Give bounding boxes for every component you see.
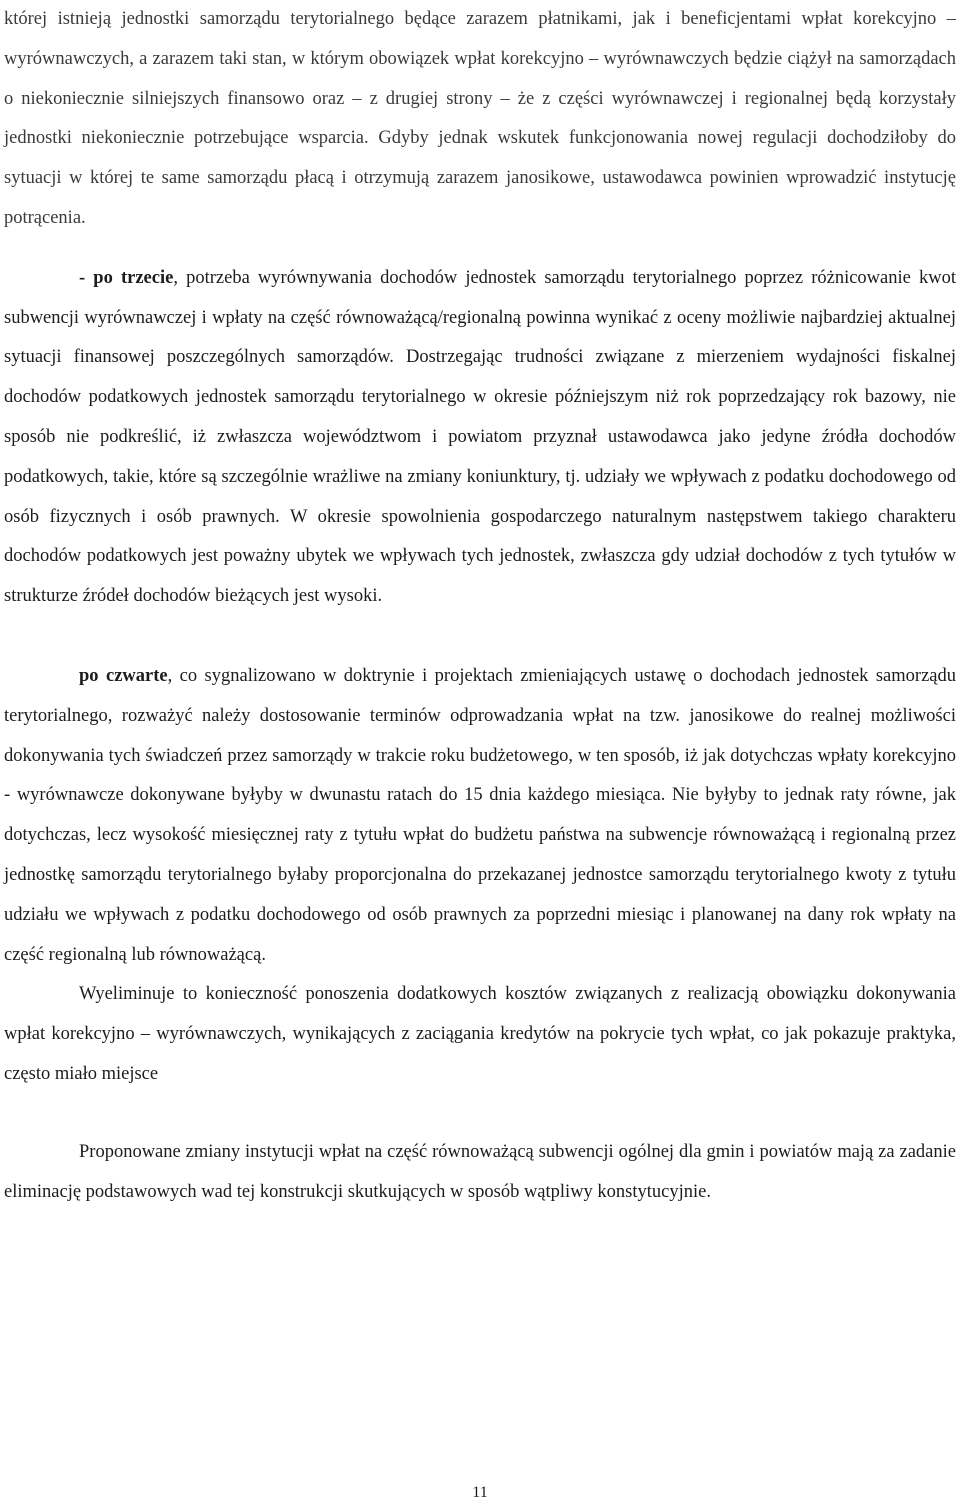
paragraph-text: , potrzeba wyrównywania dochodów jednostek samorządu terytorialnego poprzez różnicowanie kwot subwencji wyrównawczej i wpłaty na część równoważącą/regionalną powinna wynikać z oceny możliwie najbardziej aktualnej sytuacji finansowej poszczególnych samorządów. Dostrzegając trudności związane z mierzeniem wydajności fiskalnej dochodów podatkowych jednostek samorządu terytorialnego w okresie późniejszym niż rok poprzedzający rok bazowy, nie sposób nie podkreślić, iż zwłaszcza województwom i powiatom przyznał ustawodawca jako jedyne źródła dochodów podatkowych, takie, które są szczególnie wrażliwe na zmiany koniunktury, tj. udziały we wpływach z podatku dochodowego od osób fizycznych i osób prawnych. W okresie spowolnienia gospodarczego naturalnym następstwem takiego charakteru dochodów podatkowych jest poważny ubytek we wpływach tych jednostek, zwłaszcza gdy udział dochodów z tych tytułów w strukturze źródeł dochodów bieżących jest wysoki. [4, 267, 956, 607]
paragraph-conclusion [4, 1133, 956, 1213]
paragraph-elimination [4, 975, 956, 1094]
paragraph-continuation [4, 0, 956, 239]
paragraph-text: , co sygnalizowano w doktrynie i projektach zmieniających ustawę o dochodach jednostek samorządu terytorialnego, rozważyć należy dostosowanie terminów odprowadzania wpłat na tzw. janosikowe do realnej możliwości dokonywania tych świadczeń przez samorządy w trakcie roku budżetowego, w ten sposób, iż jak dotychczas wpłaty korekcyjno - wyrównawcze dokonywane byłyby w dwunastu ratach do 15 dnia każdego miesiąca. Nie byłyby to jednak raty równe, jak dotychczas, lecz wysokość miesięcznej raty z tytułu wpłat do budżetu państwa na subwencje równoważącą i regionalną przez jednostkę samorządu terytorialnego byłaby proporcjonalna do przekazanej jednostce samorządu terytorialnego kwoty z tytułu udziału we wpływach z podatku dochodowego od osób prawnych za poprzedni miesiąc i planowanej na dany rok wpłaty na część regionalną lub równoważącą. [4, 665, 956, 965]
paragraph-text: Wyeliminuje to konieczność ponoszenia dodatkowych kosztów związanych z realizacją obowiązku dokonywania wpłat korekcyjno – wyrównawczych, wynikających z zaciągania kredytów na pokrycie tych wpłat, co jak pokazuje praktyka, często miało miejsce [4, 984, 956, 1084]
paragraph-text: Proponowane zmiany instytucji wpłat na część równoważącą subwencji ogólnej dla gmin i powiatów mają za zadanie eliminację podstawowych wad tej konstrukcji skutkujących w sposób wątpliwy konstytucyjnie. [4, 1141, 956, 1202]
page-number: 11 [472, 1484, 488, 1501]
paragraph-text: Gdyby jednak wskutek funkcjonowania nowej regulacji dochodziłoby do sytuacji w której te same samorządu płacą i otrzymują zarazem janosikowe, ustawodawca powinien wprowadzić instytucję potrącenia. [4, 128, 957, 228]
paragraph-text: której istnieją jednostki samorządu terytorialnego będące zarazem płatnikami, jak i beneficjentami wpłat korekcyjno – wyrównawczych, a zarazem taki stan, w którym obowiązek wpłat korekcyjno – wyrównawczych będzie ciążył na samorządach o niekoniecznie silniejszych finansowo oraz – z drugiej strony – że z części wyrównawczej i regionalnej będą korzystały jednostki niekoniecznie potrzebujące wsparcia. [4, 9, 956, 149]
paragraph-third-point [4, 259, 956, 617]
point-label: po czwarte [79, 665, 168, 686]
point-label: - po trzecie [79, 267, 174, 288]
paragraph-fourth-point [4, 657, 956, 975]
document-page [4, 0, 956, 1212]
